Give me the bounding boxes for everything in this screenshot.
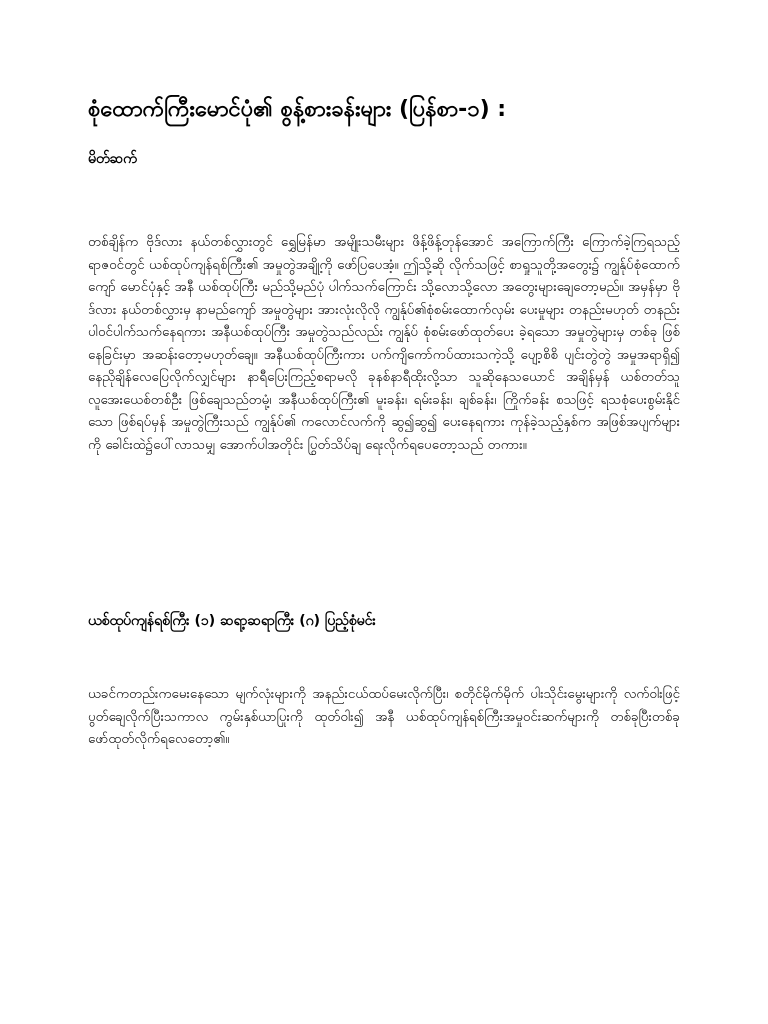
intro-paragraph: တစ်ချိန်က ဗိုဒ်လား နယ်တစ်လွှားတွင် ရွှေမြန်မာ အမျိုးသမီးများ ဖိန့်ဖိန့်တုန်အောင် အကြောက်ကြီး ကြောက်ခဲ့ကြရသည့် ရာဇဝင်တွင် ယစ်ထုပ်ကျန်ရစ်ကြီး၏ အမှုတွဲအချို့ကို ဖော်ပြပေအံ့။ ဤသို့ဆို လိုက်သဖြင့် စာရှုသူတို့အတွေး၌ ကျွန်ုပ်စုံထောက်ကျော် မောင်ပုံနှင့် အနီ ယစ်ထုပ်ကြီး မည်သို့မည်ပုံ ပါက်သက်ကြောင်း သို့လောသို့လော အတွေးများချေတော့မည်။ အမှန်မှာ ဗိုဒ်လား နယ်တစ်လွှားမှ နာမည်ကျော် အမှုတွဲများ အားလုံးလိုလို ကျွန်ုပ်၏စုံစမ်းထောက်လှမ်း ပေးမှုများ တနည်းမဟုတ် တနည်း ပါဝင်ပါက်သက်နေရကား အနီယစ်ထုပ်ကြီး အမှုတွဲသည်လည်း ကျွန်ုပ် စုံစမ်းဖော်ထုတ်ပေး ခဲ့ရသော အမှုတွဲများမှ တစ်ခု ဖြစ်နေခြင်းမှာ အဆန်းတော့မဟုတ်ချေ။ အနီယစ်ထုပ်ကြီးကား ပက်ကျိကော်ကပ်ထားသကဲ့သို့ ပျော့စိစိ ပျင်းတွဲတွဲ အမှုအရာရှိ၍ နေညိုချိန်လေပြေလိုက်လျှင်များ နာရီပြေးကြည့်စရာမလို ခုနစ်နာရီထိုးလို့သာ သူဆိုနေသယောင် အချိန်မှန် ယစ်တတ်သူ လူအေးယေစ်တစ်ဦး ဖြစ်ချေသည်တမုံ့၊ အနီယစ်ထုပ်ကြီး၏ မူးခန်း၊ ရမ်းခန်း၊ ချစ်ခန်း၊ ကြိုက်ခန်း စသဖြင့် ရသစုံပေးစွမ်းနိုင်သော ဖြစ်ရပ်မှန် အမှုတွဲကြီးသည် ကျွန်ုပ်၏ ကလောင်လက်ကို ဆွ၍ဆွ၍ ပေးနေရကား ကုန်ခဲ့သည့်နှစ်က အဖြစ်အပျက်များကို ခေါင်းထဲ၌ပေါ်လာသမျှ အောက်ပါအတိုင်း ပြွတ်သိပ်ချ ရေးလိုက်ရပေတော့သည် တကား။: [88, 235, 680, 453]
author-line: မိတ်ဆက်: [88, 151, 137, 167]
section-paragraph: ယခင်ကတည်းကမေးနေသော မျက်လုံးများကို အနည်းငယ်ထပ်မေးလိုက်ပြီး၊ စတိုင်မိုက်မိုက် ပါးသိုင်းမွေးများကို လက်ဝါးဖြင့်ပွတ်ချေလိုက်ပြီးသကာလ ကွမ်းနှစ်ယာပြုးကို ထုတ်ဝါး၍ အနီ ယစ်ထုပ်ကျန်ရစ်ကြီးအမှုဝင်းဆက်များကို တစ်ခုပြီးတစ်ခု ဖော်ထုတ်လိုက်ရလေတော့၏။: [88, 687, 680, 747]
section-heading: ယစ်ထုပ်ကျန်ရစ်ကြီး (၁) ဆရာ့ဆရာကြီး (ဂ) ပြည့်စုံမင်း: [88, 613, 376, 629]
document-title: စုံထောက်ကြီးမောင်ပုံ၏ စွန့်စားခန်းများ (ပြန်စာ-၁) :: [88, 97, 507, 122]
